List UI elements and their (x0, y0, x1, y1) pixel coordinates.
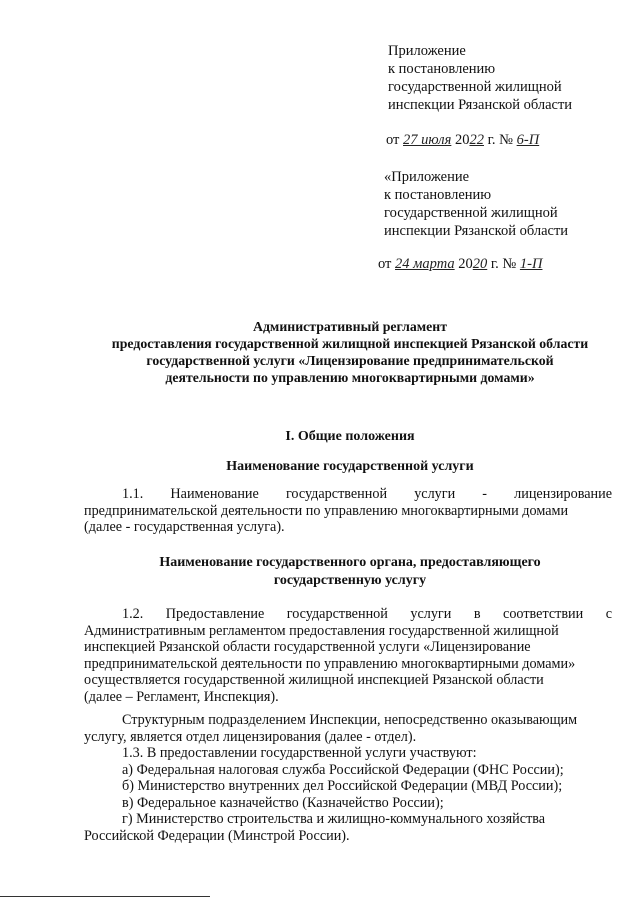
paragraph-line: 1.2. Предоставление государственной услуги в соответствии с (122, 606, 612, 622)
subsection-heading-line: государственную услугу (273, 573, 427, 588)
paragraph-line: (далее - государственная услуга). (84, 519, 285, 535)
section-heading: I. Общие положения (285, 429, 415, 444)
paragraph-line: предпринимательской деятельности по управлению многоквартирными домами (84, 502, 569, 519)
paragraph-line: услугу, является отдел лицензирования (далее - отдел). (84, 728, 417, 745)
paragraph-1-2 (84, 606, 612, 705)
appendix-original-date (378, 256, 542, 273)
paragraph-1-3 (84, 745, 612, 844)
paragraph-line: инспекцией Рязанской области государственной услуги «Лицензирование (84, 639, 531, 655)
title-line: деятельности по управлению многоквартирными домами» (165, 370, 535, 385)
date-prefix: от (378, 256, 392, 272)
title-line: государственной услуги «Лицензирование предпринимательской (146, 353, 554, 368)
date-g-number: г. № (487, 132, 513, 148)
date-day-handwritten: 24 марта (395, 256, 455, 272)
paragraph-line: (далее – Регламент, Инспекция). (84, 688, 279, 705)
paragraph-structural-unit (84, 712, 612, 745)
appendix-line: инспекции Рязанской области (384, 223, 569, 239)
appendix-current (388, 42, 572, 114)
subsection-heading (70, 554, 630, 590)
subsection-heading-line: Наименование государственного органа, предоставляющего (159, 555, 541, 570)
date-year-handwritten: 22 (469, 132, 484, 148)
subsection-heading: Наименование государственной услуги (226, 459, 474, 474)
appendix-line: государственной жилищной (384, 205, 558, 221)
date-prefix: от (386, 132, 400, 148)
title-line: Административный регламент (252, 319, 448, 334)
appendix-original (384, 168, 568, 240)
list-item-c: в) Федеральное казначейство (Казначейство России); (122, 794, 444, 811)
date-number-handwritten: 6-П (516, 132, 540, 148)
title-line: предоставления государственной жилищной инспекцией Рязанской области (111, 336, 589, 351)
footer-divider (0, 896, 210, 897)
paragraph-line: осуществляется государственной жилищной инспекцией Рязанской области (84, 672, 544, 688)
document-title (70, 318, 630, 386)
appendix-current-date (386, 132, 539, 149)
list-item-a: а) Федеральная налоговая служба Российской Федерации (ФНС России); (122, 761, 564, 778)
appendix-line: Приложение (388, 43, 466, 59)
date-day-handwritten: 27 июля (403, 132, 452, 148)
paragraph-line: 1.1. Наименование государственной услуги - лицензирование (122, 486, 612, 502)
paragraph-line: Российской Федерации (Минстрой России). (84, 827, 350, 844)
appendix-line: государственной жилищной (388, 79, 562, 95)
list-item-b: б) Министерство внутренних дел Российской Федерации (МВД России); (122, 778, 563, 794)
date-year-printed: 20 (458, 256, 473, 272)
paragraph-line: предпринимательской деятельности по управлению многоквартирными домами» (84, 655, 576, 672)
date-g-number: г. № (490, 256, 517, 272)
date-year-printed: 20 (454, 132, 470, 148)
paragraph-line: Административным регламентом предоставления государственной жилищной (84, 622, 559, 639)
paragraph-1-1 (84, 486, 612, 536)
paragraph-line: Структурным подразделением Инспекции, непосредственно оказывающим (122, 712, 578, 728)
list-item-d: г) Министерство строительства и жилищно-коммунального хозяйства (122, 811, 546, 827)
appendix-line: к постановлению (384, 187, 492, 203)
paragraph-line: 1.3. В предоставлении государственной услуги участвуют: (122, 745, 477, 761)
date-number-handwritten: 1-П (519, 256, 543, 272)
appendix-line: инспекции Рязанской области (388, 97, 573, 113)
date-year-handwritten: 20 (472, 256, 488, 272)
appendix-line: к постановлению (388, 61, 496, 77)
appendix-line: «Приложение (384, 169, 470, 185)
